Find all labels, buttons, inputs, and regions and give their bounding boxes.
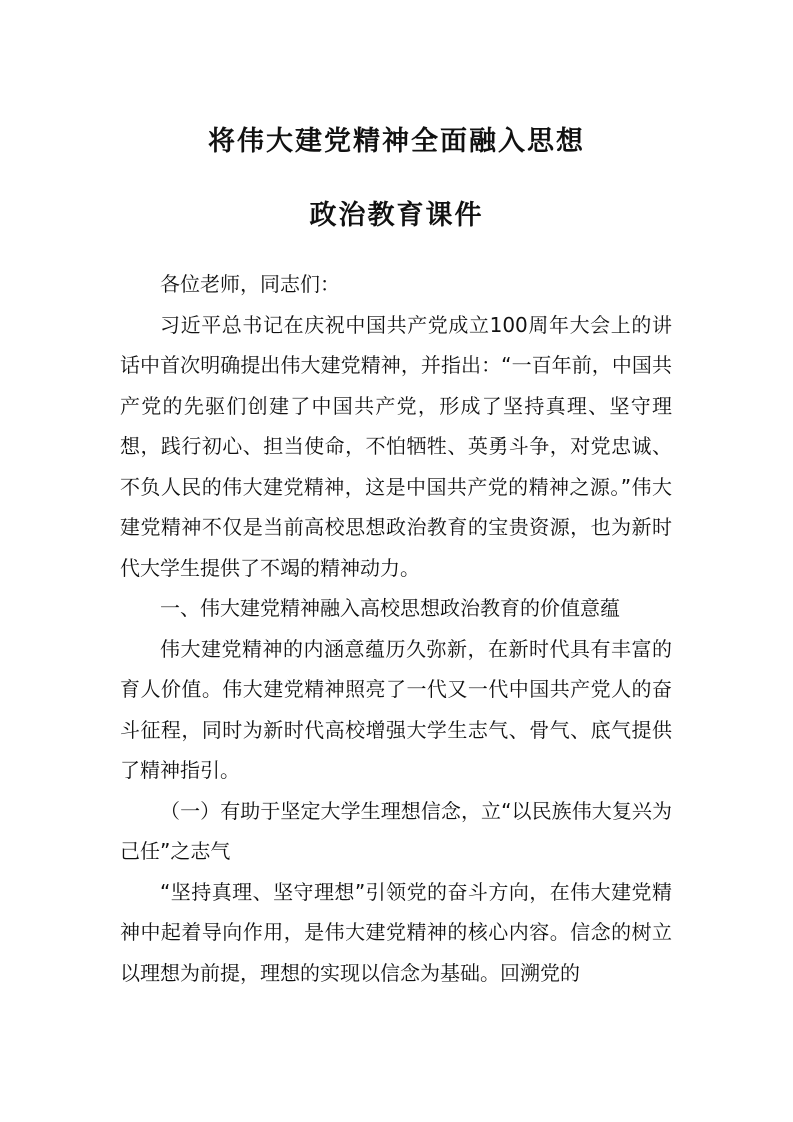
document-title-line-2: 政治教育课件 [309, 200, 484, 231]
document-title-line-1: 将伟大建党精神全面融入思想 [208, 126, 585, 157]
section-heading-1: 一、伟大建党精神融入高校思想政治教育的价值意蕴 [160, 596, 620, 620]
subsection-heading-1: （一）有助于坚定大学生理想信念，立“以民族伟大复兴为己任”之志气 [120, 798, 672, 863]
salutation-paragraph: 各位老师，同志们： [160, 272, 340, 296]
intro-paragraph: 习近平总书记在庆祝中国共产党成立100周年大会上的讲话中首次明确提出伟大建党精神，并指出：“一百年前，中国共产党的先驱们创建了中国共产党，形成了坚持真理、坚守理想，践行初心、担当使命，不怕牺牲、英勇斗争，对党忠诚、不负人民的伟大建党精神，这是中国共产党的精神之源。”伟大建党精神不仅是当前高校思想政治教育的宝贵资源，也为新时代大学生提供了不竭的精神动力。 [120, 312, 672, 580]
subsection-1-paragraph: “坚持真理、坚守理想”引领党的奋斗方向，在伟大建党精神中起着导向作用，是伟大建党精神的核心内容。信念的树立以理想为前提，理想的实现以信念为基础。回溯党的 [120, 879, 672, 985]
section-1-paragraph: 伟大建党精神的内涵意蕴历久弥新，在新时代具有丰富的育人价值。伟大建党精神照亮了一代又一代中国共产党人的奋斗征程，同时为新时代高校增强大学生志气、骨气、底气提供了精神指引。 [120, 636, 672, 782]
document-body [120, 264, 672, 993]
